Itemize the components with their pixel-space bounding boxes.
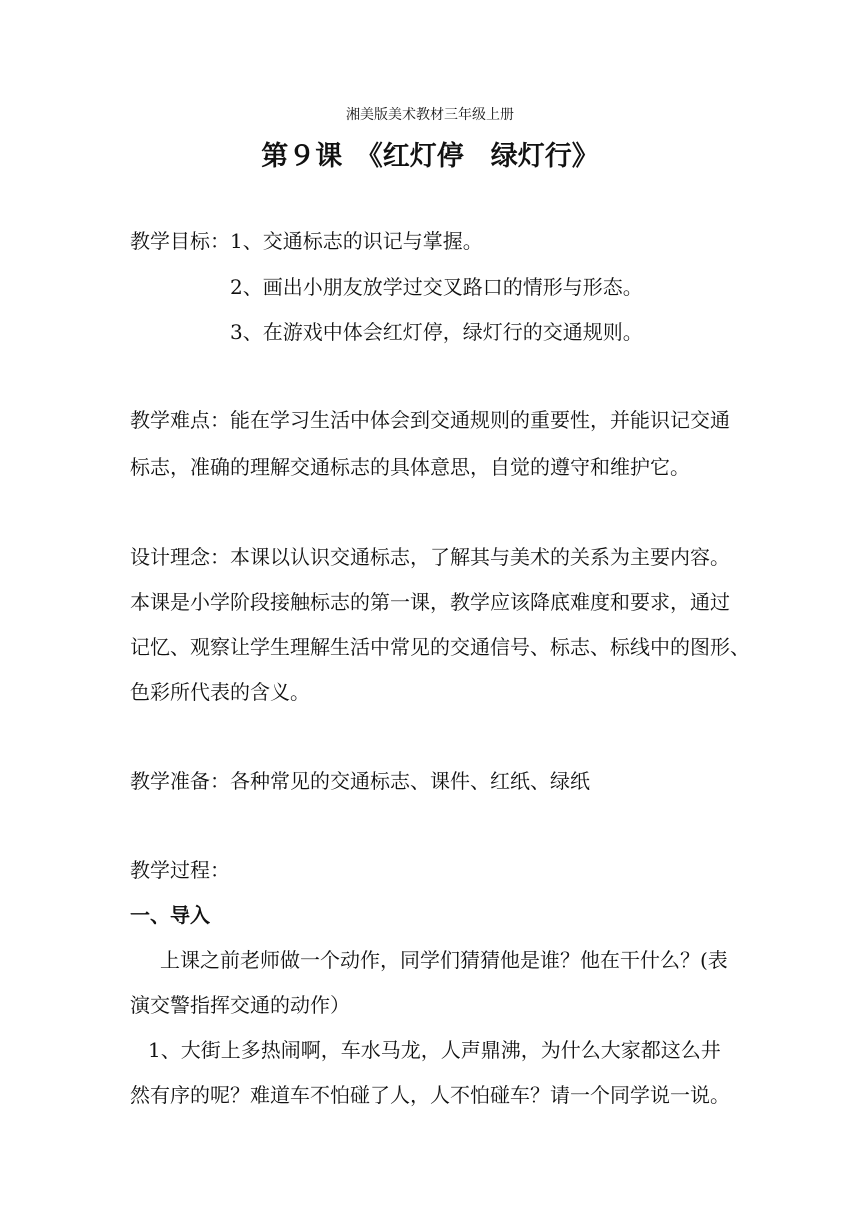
teaching-difficulty-line-2: 标志，准确的理解交通标志的具体意思，自觉的遵守和维护它。	[130, 455, 690, 479]
paragraph-2-line-1: 1、大街上多热闹啊，车水马龙，人声鼎沸，为什么大家都这么井	[148, 1038, 721, 1062]
teaching-process-label: 教学过程：	[130, 858, 230, 882]
design-concept-line-1: 设计理念：本课以认识交通标志，了解其与美术的关系为主要内容。	[130, 545, 730, 569]
teaching-goal-1: 教学目标：1、交通标志的识记与掌握。	[130, 229, 483, 253]
section-heading-introduction: 一、导入	[130, 903, 210, 927]
teaching-preparation: 教学准备：各种常见的交通标志、课件、红纸、绿纸	[130, 769, 590, 793]
paragraph-1-line-1: 上课之前老师做一个动作，同学们猜猜他是谁？他在干什么？(表	[160, 948, 728, 972]
design-concept-line-2: 本课是小学阶段接触标志的第一课，教学应该降底难度和要求，通过	[130, 590, 730, 614]
textbook-subtitle: 湘美版美术教材三年级上册	[346, 107, 514, 123]
design-concept-line-4: 色彩所代表的含义。	[130, 680, 310, 704]
design-concept-line-3: 记忆、观察让学生理解生活中常见的交通信号、标志、标线中的图形、	[130, 635, 750, 659]
paragraph-1-line-2: 演交警指挥交通的动作）	[130, 993, 350, 1017]
teaching-goal-3: 3、在游戏中体会红灯停，绿灯行的交通规则。	[230, 320, 643, 344]
teaching-goal-2: 2、画出小朋友放学过交叉路口的情形与形态。	[230, 275, 643, 299]
lesson-title: 第９课 《红灯停 绿灯行》	[261, 141, 599, 172]
teaching-difficulty-line-1: 教学难点：能在学习生活中体会到交通规则的重要性，并能识记交通	[130, 408, 730, 432]
paragraph-2-line-2: 然有序的呢？难道车不怕碰了人，人不怕碰车？请一个同学说一说。	[130, 1083, 730, 1107]
